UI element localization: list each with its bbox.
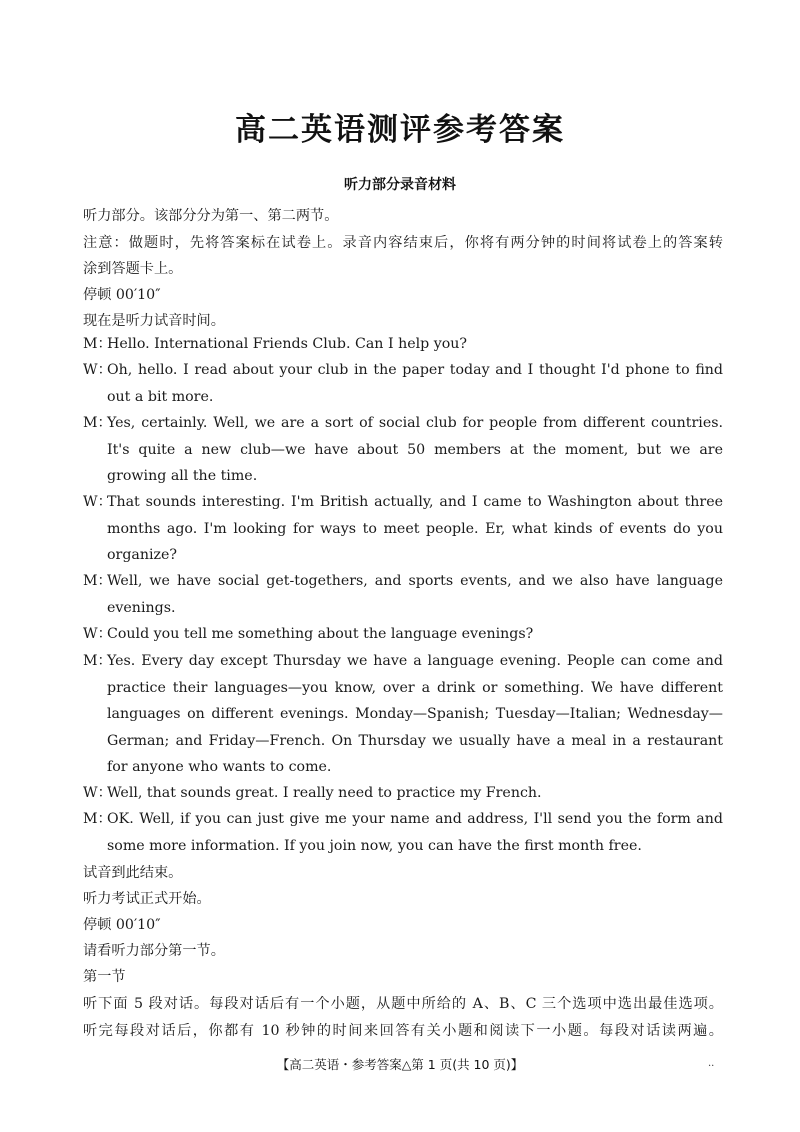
instruction-line: 听下面 5 段对话。每段对话后有一个小题，从题中所给的 A、B、C 三个选项中选出最佳选项。 — [83, 996, 723, 1012]
instruction-line: 听完每段对话后，你都有 10 秒钟的时间来回答有关小题和阅读下一小题。每段对话读两遍。 — [83, 1023, 723, 1039]
dialogue-text: Yes. Every day except Thursday we have a language evening. People can come and practice their languages—you know, over a drink or something. We have different languages on different evenings. Monday—Spanish; Tuesday—Italian; Wednesday—German; and Friday—French. On Thursday we usually have a meal in a restaurant for anyone who wants to come. — [107, 653, 723, 775]
dialogue-text: Could you tell me something about the language evenings? — [107, 626, 534, 642]
section-prompt-line: 请看听力部分第一节。 — [83, 943, 225, 959]
dialogue-text: Well, that sounds great. I really need to practice my French. — [107, 785, 542, 801]
dialogue-text: That sounds interesting. I'm British actually, and I came to Washington about three months ago. I'm looking for ways to meet people. Er, what kinds of events do you organize? — [107, 494, 723, 563]
dialogue-turn — [83, 568, 723, 621]
dialogue-turn — [83, 806, 723, 859]
dialogue-turn — [83, 648, 723, 781]
dialogue-turn — [83, 331, 723, 358]
intro-line: 听力部分。该部分分为第一、第二两节。 — [83, 208, 339, 224]
dialogue-text: Hello. International Friends Club. Can I help you? — [107, 336, 468, 352]
dialogue-text: Oh, hello. I read about your club in the paper today and I thought I'd phone to find out a bit more. — [107, 362, 723, 405]
notice-line-cont: 涂到答题卡上。 — [83, 261, 183, 277]
dialogue-turn — [83, 357, 723, 410]
trial-notice: 现在是听力试音时间。 — [83, 313, 225, 329]
trial-end-line: 试音到此结束。 — [83, 865, 183, 881]
dialogue-turn — [83, 489, 723, 569]
page-footer: 【高二英语・参考答案△第 1 页(共 10 页)】 — [276, 1057, 524, 1072]
exam-start-line: 听力考试正式开始。 — [83, 891, 211, 907]
pause-marker: 停顿 00′10″ — [83, 917, 161, 933]
speaker-label: M： — [83, 573, 112, 589]
speaker-label: M： — [83, 415, 112, 431]
speaker-label: M： — [83, 336, 112, 352]
section-heading: 听力部分录音材料 — [344, 177, 456, 193]
speaker-label: W： — [83, 626, 112, 642]
dialogue-turn — [83, 621, 723, 648]
speaker-label: M： — [83, 653, 112, 669]
dialogue-turn — [83, 780, 723, 807]
speaker-label: W： — [83, 785, 112, 801]
dialogue-text: OK. Well, if you can just give me your name and address, I'll send you the form and some more information. If you join now, you can have the first month free. — [107, 811, 723, 854]
speaker-label: M： — [83, 811, 112, 827]
notice-line: 注意：做题时，先将答案标在试卷上。录音内容结束后，你将有两分钟的时间将试卷上的答案转 — [83, 235, 723, 251]
section-label: 第一节 — [83, 969, 126, 985]
dialogue-turn — [83, 410, 723, 490]
speaker-label: W： — [83, 494, 112, 510]
dialogue-text: Yes, certainly. Well, we are a sort of social club for people from different countries. It's quite a new club—we have about 50 members at the moment, but we are growing all the time. — [107, 415, 723, 484]
page-title: 高二英语测评参考答案 — [235, 112, 565, 148]
pause-marker: 停顿 00′10″ — [83, 287, 161, 303]
corner-mark: .. — [708, 1058, 715, 1069]
speaker-label: W： — [83, 362, 112, 378]
dialogue-text: Well, we have social get-togethers, and sports events, and we also have language evenings. — [107, 573, 723, 616]
